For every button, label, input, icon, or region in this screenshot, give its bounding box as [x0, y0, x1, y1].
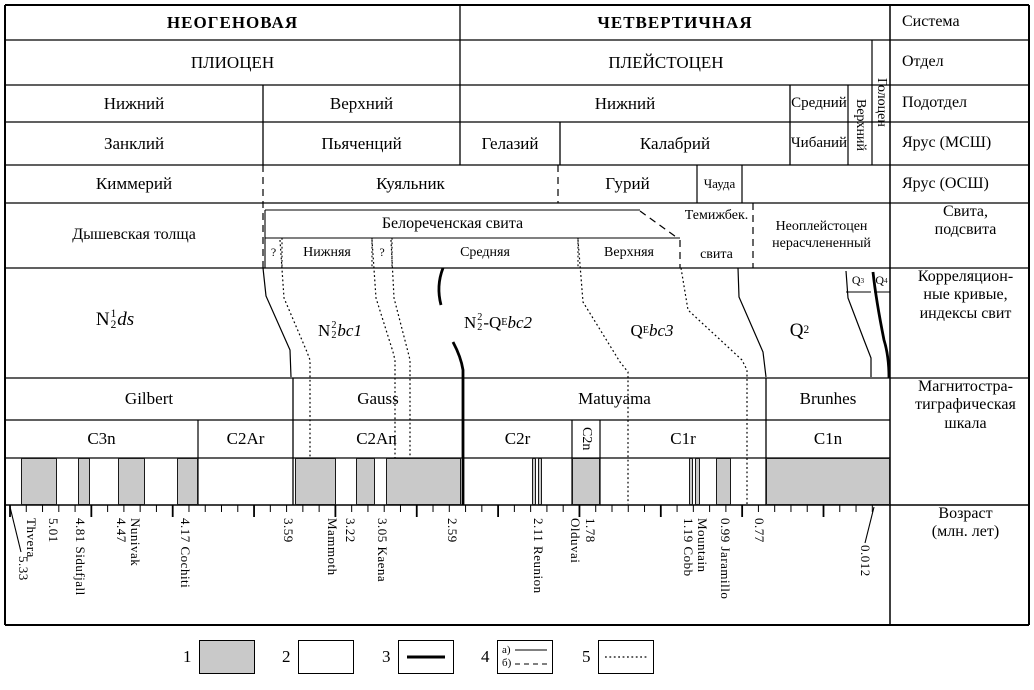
chron-c3n: C3n: [87, 429, 116, 449]
polarity-bar-normal: [538, 458, 542, 505]
chron-c2ar: C2Ar: [226, 429, 265, 449]
belorech-lower: Нижняя: [303, 244, 351, 260]
index-n21-ds: N 1 2 ds: [95, 308, 135, 331]
header-formation: [890, 203, 1029, 268]
belorech-query-left: ?: [270, 245, 277, 260]
legend-sub-row: [498, 644, 552, 657]
legend-swatch-filled: [199, 640, 255, 674]
header-series: Отдел: [902, 53, 944, 71]
header-magneto: [890, 378, 1029, 505]
stage-zanclean: Занклий: [103, 133, 165, 153]
age-label: 2.59: [445, 518, 460, 543]
chron-c1n: C1n: [813, 429, 843, 449]
stage-gelasian: Гелазий: [481, 133, 539, 153]
header-magneto-line: тиграфическая: [915, 396, 1016, 414]
header-correlation-line: ные кривые,: [923, 286, 1008, 304]
legend-item-number: 3: [382, 647, 391, 666]
age-label: Olduvai: [568, 518, 583, 564]
legend-swatch-thick-line: [398, 640, 454, 674]
stage-calabrian: Калабрий: [639, 133, 711, 153]
fm-temizhbek-line: Темижбек.: [684, 208, 749, 223]
age-label: Mountain: [695, 518, 710, 573]
subseries-pliocene-upper: Верхний: [329, 93, 394, 113]
series-pliocene: ПЛИОЦЕН: [190, 52, 275, 72]
age-leader-line: [865, 507, 874, 543]
header-system: Система: [902, 13, 960, 31]
polarity-bar-normal: [78, 458, 90, 505]
epoch-brunhes: Brunhes: [799, 389, 857, 409]
age-label: 4.81 Sidufjall: [73, 518, 88, 596]
subseries-pleistocene-upper: Верхний: [853, 98, 869, 152]
polarity-bar-normal: [689, 458, 693, 505]
legend-swatch-two-lines: [497, 640, 553, 674]
legend-sub-row: [498, 657, 552, 670]
chron-c2r: C2r: [504, 429, 531, 449]
fm-belorechenskaya: Белореченская свита: [381, 214, 524, 232]
chron-c2n: C2n: [579, 427, 595, 451]
legend-item-number: 2: [282, 647, 291, 666]
subseries-pleistocene-lower: Нижний: [594, 93, 656, 113]
polarity-bar-normal: [118, 458, 145, 505]
age-label: Mammoth: [325, 518, 340, 576]
index-n22-qe-bc2: N 2 2 -Q E bc2: [463, 311, 533, 333]
header-correlation: [890, 268, 1029, 378]
age-label: Nunivak: [128, 518, 143, 567]
stage-kuyalnik: Куяльник: [376, 174, 445, 194]
fm-temizhbek-line: свита: [700, 246, 733, 262]
chron-c1r: C1r: [670, 429, 696, 449]
age-label: 4.47: [114, 518, 129, 543]
legend-sub-label: б): [502, 657, 512, 669]
polarity-bar-normal: [386, 458, 461, 505]
header-age: [890, 505, 1029, 625]
series-pleistocene: ПЛЕЙСТОЦЕН: [608, 52, 724, 72]
age-label: 1.19 Cobb: [681, 518, 696, 577]
header-subseries: Подотдел: [902, 94, 968, 112]
age-label: 0.99 Jaramillo: [718, 518, 733, 600]
legend-swatch-dotted-line: [598, 640, 654, 674]
age-label: 1.78: [583, 518, 598, 543]
fm-neopleistocene: [753, 203, 890, 268]
header-stage-msh: Ярус (МСШ): [902, 134, 992, 152]
fm-neopleistocene-line: Неоплейстоцен: [775, 219, 868, 235]
correlation-curve-solid: [738, 268, 766, 377]
age-label: 0.77: [752, 518, 767, 543]
header-correlation-line: индексы свит: [919, 304, 1012, 322]
index-q2: Q 2: [789, 319, 810, 341]
stage-chibanian: Чибаний: [790, 134, 848, 151]
index-q4: Q 4: [875, 273, 888, 288]
epoch-gilbert: Gilbert: [124, 389, 174, 409]
belorech-upper: Верхняя: [604, 244, 654, 260]
age-label: Thvera: [24, 518, 39, 558]
subseries-pliocene-lower: Нижний: [103, 93, 165, 113]
index-n22-bc1: N 2 2 bc1: [318, 319, 362, 341]
epoch-gauss: Gauss: [357, 389, 399, 409]
polarity-bar-normal: [716, 458, 731, 505]
polarity-bar-normal: [695, 458, 700, 505]
index-qe-bc3: Q E bc3: [630, 320, 674, 340]
chron-c2an: C2An: [356, 429, 397, 449]
belorech-middle: Средняя: [460, 244, 510, 260]
age-label: 3.22: [343, 518, 358, 543]
age-label: 2.11 Reunion: [531, 518, 546, 594]
header-age-line: Возраст: [938, 505, 993, 522]
index-q3: Q 3: [851, 273, 865, 288]
polarity-bar-normal: [295, 458, 336, 505]
polarity-bar-normal: [356, 458, 375, 505]
age-label: 4.17 Cochiti: [178, 518, 193, 589]
system-quaternary: ЧЕТВЕРТИЧНАЯ: [597, 12, 753, 32]
age-leader-line: [10, 507, 21, 552]
polarity-bar-normal: [177, 458, 198, 505]
age-label: 3.59: [281, 518, 296, 543]
stage-chaudian: Чауда: [703, 175, 736, 191]
belorech-query-mid: ?: [379, 245, 385, 260]
epoch-matuyama: Matuyama: [578, 389, 651, 409]
stage-gurian: Гурий: [605, 174, 650, 194]
header-formation-line: Свита,: [942, 203, 989, 220]
age-label: 3.05 Kaena: [375, 518, 390, 583]
system-neogene: НЕОГЕНОВАЯ: [166, 12, 299, 32]
age-label: 0.012: [858, 545, 873, 577]
header-stage-osh: Ярус (ОСШ): [902, 174, 989, 192]
polarity-bar-normal: [21, 458, 57, 505]
legend-swatch-empty: [298, 640, 354, 674]
fm-neopleistocene-line: нерасчлененный: [772, 235, 871, 251]
age-label: 5.01: [46, 518, 61, 543]
fm-dyshevskaya: Дышевская толща: [72, 226, 196, 244]
header-age-line: (млн. лет): [931, 523, 1000, 541]
stage-piacenzian: Пьяченций: [321, 133, 402, 153]
dashed-boundary: [640, 211, 679, 239]
stage-kimmerian: Киммерий: [95, 174, 173, 194]
legend-sub-label: а): [502, 643, 511, 656]
age-label: 5.33: [16, 556, 31, 581]
legend-item-number: 1: [183, 647, 192, 666]
polarity-bar-normal: [572, 458, 600, 505]
polarity-bar-normal: [766, 458, 890, 505]
legend-item-number: 5: [582, 647, 591, 666]
subseries-holocene: Голоцен: [874, 78, 890, 127]
header-correlation-line: Корреляцион-: [917, 268, 1014, 285]
header-magneto-line: Магнитостра-: [918, 378, 1013, 395]
header-magneto-line: шкала: [944, 414, 987, 432]
legend-item-number: 4: [481, 647, 490, 666]
fm-temizhbek: [680, 203, 753, 268]
polarity-bar-normal: [532, 458, 536, 505]
header-formation-line: подсвита: [934, 221, 997, 239]
subseries-pleistocene-middle: Средний: [791, 94, 847, 111]
